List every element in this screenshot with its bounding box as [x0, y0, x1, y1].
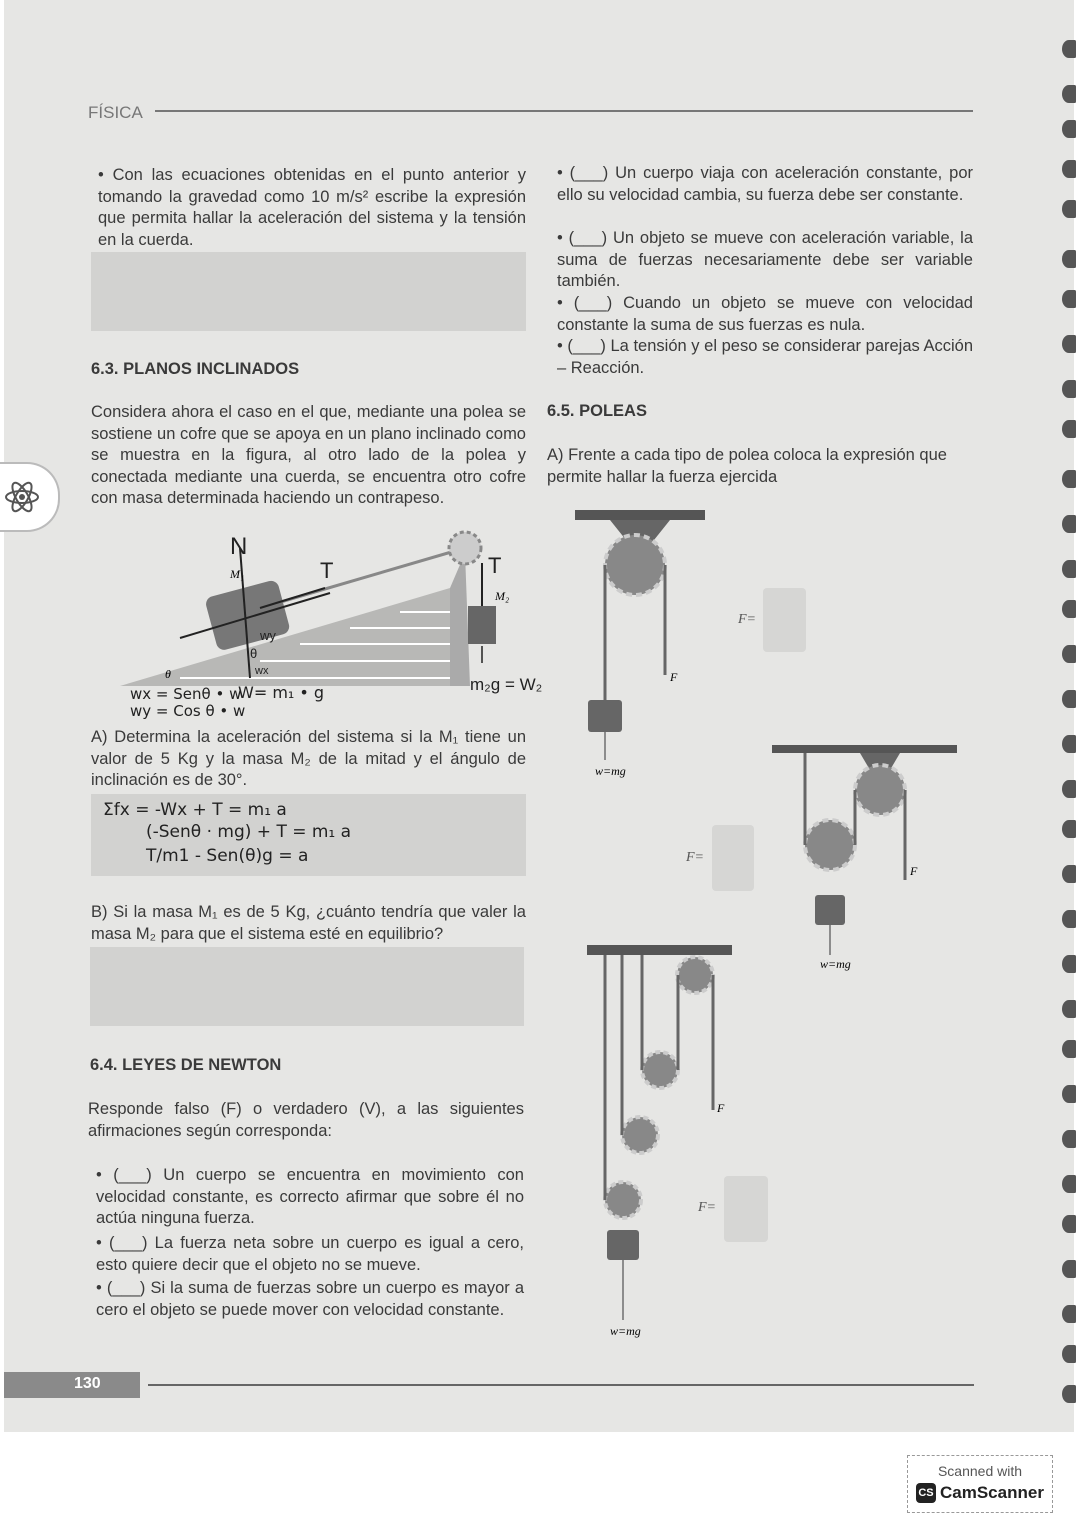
newton-item-3: • (___) Si la suma de fuerzas sobre un cuerpo es mayor a cero el objeto se puede mover con velocidad constante. [96, 1279, 524, 1319]
f-label-1: F= [738, 612, 756, 627]
hw-w: W= m₁ • g [238, 683, 325, 702]
badge-line-1: Scanned with [937, 1463, 1023, 1479]
f-label-3: F= [698, 1200, 716, 1215]
badge-line-2: CamScanner [940, 1483, 1044, 1502]
svg-text:w=mg: w=mg [610, 1324, 641, 1338]
header-subject: FÍSICA [88, 103, 143, 122]
answer-box-a[interactable] [91, 794, 526, 876]
newton-item-6: • (___) Cuando un objeto se mueve con velocidad constante la suma de sus fuerzas es nula. [557, 294, 973, 334]
pulley-icon [449, 532, 481, 564]
label-M2: M₂ [495, 589, 510, 603]
pulley-diagram-compound [770, 740, 960, 980]
pulley-diagram-simple [570, 505, 710, 785]
label-T1: T [320, 558, 334, 583]
header-rule [155, 110, 973, 112]
label-wy: wy [260, 628, 276, 643]
page-number: 130 [74, 1375, 101, 1392]
svg-text:F: F [910, 864, 918, 878]
newton-item-2: • (___) La fuerza neta sobre un cuerpo es igual a cero, esto quiere decir que el objeto no se mueve. [96, 1234, 524, 1274]
chest-m2 [468, 606, 496, 644]
f-label-2: F= [686, 850, 704, 865]
newton-item-7: • (___) La tensión y el peso se considerar parejas Acción – Reacción. [557, 337, 973, 377]
camscanner-badge [907, 1455, 1053, 1513]
footer-rule [148, 1384, 974, 1386]
pulley-diagram-multiple [585, 940, 735, 1340]
intro-text: • Con las ecuaciones obtenidas en el punto anterior y tomando la gravedad como 10 m/s² escribe la expresión que permita hallar la aceleración del sistema y la tensión en la cuerda. [98, 166, 526, 249]
hw-wy: wy = Cos θ • w [130, 702, 246, 720]
section-6-3-text: Considera ahora el caso en el que, mediante una polea se sostiene un cofre que se apoya en un plano inclinado como se muestra en la figura, al otro lado de la polea y conectada mediante una cuerda, se encuentra otro cofre con masa determinada haciendo un contrapeso. [91, 403, 526, 507]
svg-text:w=mg: w=mg [595, 764, 626, 778]
answer-box-b[interactable] [90, 947, 524, 1026]
label-N: N [230, 533, 248, 560]
answer-box-pulley-3[interactable] [724, 1176, 768, 1242]
answer-box-pulley-2[interactable] [712, 825, 754, 891]
section-6-5-text: A) Frente a cada tipo de polea coloca la expresión que permite hallar la fuerza ejercida [547, 446, 947, 486]
hw-wx: wx = Senθ • w [130, 685, 242, 703]
answer-a-line-1: Σfx = -Wx + T = m₁ a [103, 800, 287, 820]
section-6-5-title: 6.5. POLEAS [547, 402, 647, 420]
label-wx: wx [255, 665, 269, 677]
atom-tab-icon [0, 462, 60, 532]
hw-m2g: m₂g = W₂ [470, 675, 543, 694]
section-6-3-title: 6.3. PLANOS INCLINADOS [91, 360, 300, 378]
label-T2: T [488, 553, 502, 578]
newton-item-5: • (___) Un objeto se mueve con aceleración variable, la suma de fuerzas necesariamente debe ser variable también. [557, 229, 973, 290]
newton-item-4: • (___) Un cuerpo viaja con aceleración constante, por ello su velocidad cambia, su fuerza debe ser constante. [557, 164, 973, 204]
answer-box-pulley-1[interactable] [763, 588, 806, 652]
label-theta: θ [165, 667, 171, 681]
label-M1: M₁ [230, 567, 245, 581]
newton-item-1: • (___) Un cuerpo se encuentra en movimiento con velocidad constante, es correcto afirmar que sobre él no actúa ninguna fuerza. [96, 1166, 524, 1227]
answer-a-line-2: (-Senθ · mg) + T = m₁ a [146, 822, 352, 842]
page-number-tab [4, 1372, 140, 1398]
camscanner-logo-icon: CS [916, 1483, 936, 1503]
svg-text:F: F [717, 1101, 725, 1115]
question-b: B) Si la masa M₁ es de 5 Kg, ¿cuánto tendría que valer la masa M₂ para que el sistema esté en equilibrio? [91, 903, 526, 943]
label-theta2: θ [250, 646, 258, 661]
question-a: A) Determina la aceleración del sistema si la M₁ tiene un valor de 5 Kg y la masa M₂ de la mitad y el ángulo de inclinación es de 30°. [91, 728, 526, 789]
section-6-4-text: Responde falso (F) o verdadero (V), a las siguientes afirmaciones según corresponda: [88, 1100, 524, 1140]
answer-box-intro[interactable] [91, 252, 526, 331]
svg-text:w=mg: w=mg [820, 957, 851, 971]
answer-a-line-3: T/m1 - Sen(θ)g = a [146, 846, 309, 866]
section-6-4-title: 6.4. LEYES DE NEWTON [90, 1056, 282, 1074]
svg-text:F: F [670, 670, 678, 684]
